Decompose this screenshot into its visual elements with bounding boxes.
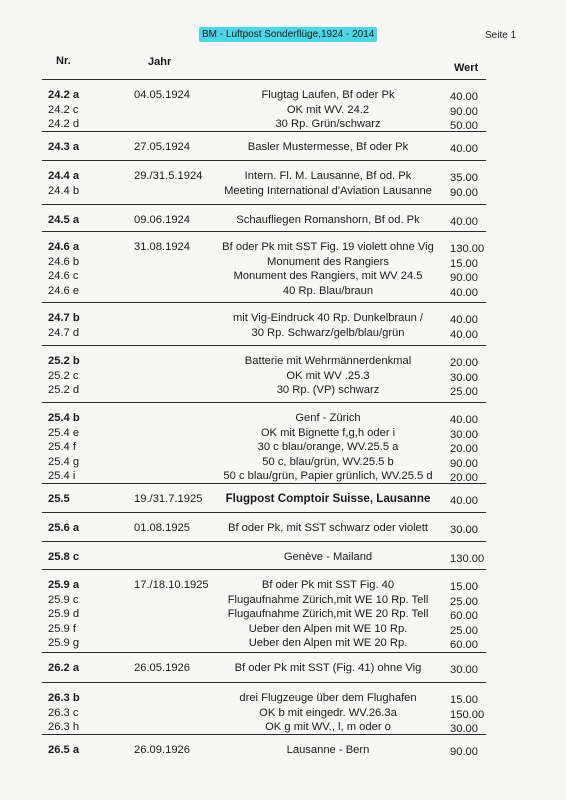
item-number: 26.3 c <box>48 706 79 719</box>
item-date: 01.08.1925 <box>134 522 190 534</box>
column-header-jahr: Jahr <box>148 56 172 68</box>
group-divider <box>42 512 486 513</box>
item-description: mit Vig-Eindruck 40 Rp. Dunkelbraun / <box>232 312 424 324</box>
item-number: 25.5 <box>48 493 70 505</box>
group-divider <box>42 204 486 205</box>
item-number: 25.4 f <box>48 441 76 454</box>
item-value: 130.00 <box>450 243 485 255</box>
item-number: 25.9 c <box>48 593 79 606</box>
item-value: 35.00 <box>450 172 478 184</box>
item-description: 30 c blau/orange, WV.25.5 a <box>257 441 399 454</box>
item-value: 15.00 <box>450 694 478 706</box>
item-date: 17./18.10.1925 <box>134 579 209 591</box>
item-value: 90.00 <box>450 186 478 199</box>
item-description: 50 c blau/grün, Papier grünlich, WV.25.5 d <box>223 470 433 483</box>
item-number: 24.2 d <box>48 118 80 131</box>
item-number: 26.3 h <box>48 721 80 734</box>
group-divider <box>42 541 486 542</box>
item-value: 20.00 <box>450 472 478 485</box>
item-value: 40.00 <box>450 91 478 103</box>
item-description: Schaufliegen Romanshorn, Bf od. Pk <box>236 214 420 226</box>
item-number: 25.4 g <box>48 455 80 468</box>
item-number: 24.6 c <box>48 270 79 283</box>
item-description: Genf - Zürich <box>295 412 361 424</box>
group-divider <box>42 569 486 570</box>
document-title: BM - Luftpost Sonderflüge,1924 - 2014 <box>199 27 377 42</box>
item-description: Genève - Mailand <box>283 551 373 563</box>
item-number: 24.7 b <box>48 312 80 324</box>
item-description: Flugtag Laufen, Bf oder Pk <box>261 89 395 101</box>
group-divider <box>42 160 486 161</box>
item-description: Bf oder Pk, mit SST schwarz oder violett <box>228 522 428 534</box>
item-number: 24.5 a <box>48 214 80 226</box>
item-value: 15.00 <box>450 581 478 593</box>
item-number: 25.8 c <box>48 551 80 563</box>
group-divider <box>42 402 486 403</box>
item-value: 150.00 <box>450 708 485 721</box>
item-description: Bf oder Pk mit SST Fig. 19 violett ohne Vig <box>222 241 434 253</box>
item-description: 50 c, blau/grün, WV.25.5 b <box>262 455 394 468</box>
item-description: OK mit WV .25.3 <box>286 369 370 382</box>
item-date: 26.05.1926 <box>134 662 190 674</box>
item-description: Ueber den Alpen mit WE 20 Rp. <box>248 637 408 650</box>
item-value: 40.00 <box>450 143 478 155</box>
item-number: 25.4 b <box>48 412 80 424</box>
item-value: 40.00 <box>450 216 478 228</box>
item-description: Flugaufnahme Zürich,mit WE 10 Rp. Tell <box>227 593 429 606</box>
item-number: 25.9 d <box>48 608 80 621</box>
item-value: 20.00 <box>450 443 478 456</box>
item-description: Batterie mit Wehrmännerdenkmal <box>244 355 412 367</box>
group-divider <box>42 734 486 735</box>
item-value: 40.00 <box>450 286 478 299</box>
group-divider <box>42 652 486 653</box>
item-number: 25.4 e <box>48 426 80 439</box>
item-description: drei Flugzeuge über dem Flughafen <box>239 692 417 704</box>
item-date: 27.05.1924 <box>134 141 190 153</box>
group-divider <box>42 302 486 303</box>
item-date: 26.09.1926 <box>134 744 190 756</box>
item-value: 15.00 <box>450 257 478 270</box>
group-divider <box>42 682 486 683</box>
item-date: 31.08.1924 <box>134 241 190 253</box>
item-value: 30.00 <box>450 723 478 736</box>
item-number: 24.6 e <box>48 284 80 297</box>
item-description: OK mit WV. 24.2 <box>286 103 370 116</box>
item-description: OK b mit eingedr. WV.26.3a <box>259 706 397 719</box>
item-number: 25.2 b <box>48 355 80 367</box>
group-divider <box>42 345 486 346</box>
item-value: 30.00 <box>450 428 478 441</box>
group-divider <box>42 79 486 80</box>
item-description: Intern. Fl. M. Lausanne, Bf od. Pk <box>244 170 412 182</box>
item-value: 40.00 <box>450 495 478 507</box>
column-header-wert: Wert <box>454 62 479 74</box>
item-description: 30 Rp. Grün/schwarz <box>275 118 381 131</box>
group-divider <box>42 131 486 132</box>
item-number: 24.2 c <box>48 103 79 116</box>
item-value: 50.00 <box>450 120 478 133</box>
item-description: Lausanne - Bern <box>286 744 370 756</box>
item-description: 30 Rp. Schwarz/gelb/blau/grün <box>251 326 405 339</box>
item-date: 04.05.1924 <box>134 89 190 101</box>
item-date: 09.06.1924 <box>134 214 190 226</box>
item-value: 40.00 <box>450 414 478 426</box>
item-number: 24.6 b <box>48 255 80 268</box>
item-number: 25.9 a <box>48 579 80 591</box>
item-number: 26.5 a <box>48 744 80 756</box>
item-number: 24.7 d <box>48 326 80 339</box>
item-description: Basler Mustermesse, Bf oder Pk <box>247 141 409 153</box>
item-value: 25.00 <box>450 386 478 399</box>
item-value: 90.00 <box>450 746 478 758</box>
item-number: 25.2 d <box>48 384 80 397</box>
item-number: 24.2 a <box>48 89 80 101</box>
item-value: 90.00 <box>450 105 478 118</box>
item-number: 25.6 a <box>48 522 80 534</box>
group-divider <box>42 231 486 232</box>
item-value: 25.00 <box>450 624 478 637</box>
item-number: 24.4 a <box>48 170 80 182</box>
item-value: 60.00 <box>450 610 478 623</box>
item-description: OK mit Bignette f,g,h oder i <box>260 426 396 439</box>
item-description: 30 Rp. (VP) schwarz <box>276 384 380 397</box>
item-description: Monument des Rangiers, mit WV 24.5 <box>233 270 423 283</box>
item-number: 25.9 g <box>48 637 80 650</box>
item-description: Bf oder Pk mit SST (Fig. 41) ohne Vig <box>234 662 422 674</box>
item-description: Bf oder Pk mit SST Fig. 40 <box>261 579 395 591</box>
item-number: 25.9 f <box>48 622 76 635</box>
item-value: 130.00 <box>450 553 485 565</box>
item-value: 40.00 <box>450 314 478 326</box>
item-description: Meeting International d'Aviation Lausanne <box>224 184 432 197</box>
item-value: 90.00 <box>450 272 478 285</box>
item-date: 19./31.7.1925 <box>134 493 203 505</box>
item-number: 26.2 a <box>48 662 80 674</box>
item-number: 25.2 c <box>48 369 79 382</box>
item-number: 26.3 b <box>48 692 80 704</box>
item-description: Flugaufnahme Zürich,mit WE 20 Rp. Tell <box>227 608 429 621</box>
column-header-nr: Nr. <box>56 55 71 67</box>
item-value: 90.00 <box>450 457 478 470</box>
page-number: Seite 1 <box>485 30 517 41</box>
item-value: 40.00 <box>450 328 478 341</box>
item-number: 24.4 b <box>48 184 80 197</box>
item-description: Monument des Rangiers <box>267 255 389 268</box>
item-description: 40 Rp. Blau/braun <box>282 284 374 297</box>
item-description: OK g mit WV., l, m oder o <box>265 721 391 734</box>
item-number: 25.4 i <box>48 470 76 483</box>
item-value: 30.00 <box>450 664 478 676</box>
item-number: 24.3 a <box>48 141 80 153</box>
item-value: 30.00 <box>450 524 478 536</box>
item-value: 60.00 <box>450 639 478 652</box>
item-number: 24.6 a <box>48 241 80 253</box>
item-value: 25.00 <box>450 595 478 608</box>
item-value: 20.00 <box>450 357 478 369</box>
item-value: 30.00 <box>450 371 478 384</box>
item-date: 29./31.5.1924 <box>134 170 203 182</box>
item-description: Flugpost Comptoir Suisse, Lausanne <box>225 492 431 505</box>
item-description: Ueber den Alpen mit WE 10 Rp. <box>248 622 408 635</box>
